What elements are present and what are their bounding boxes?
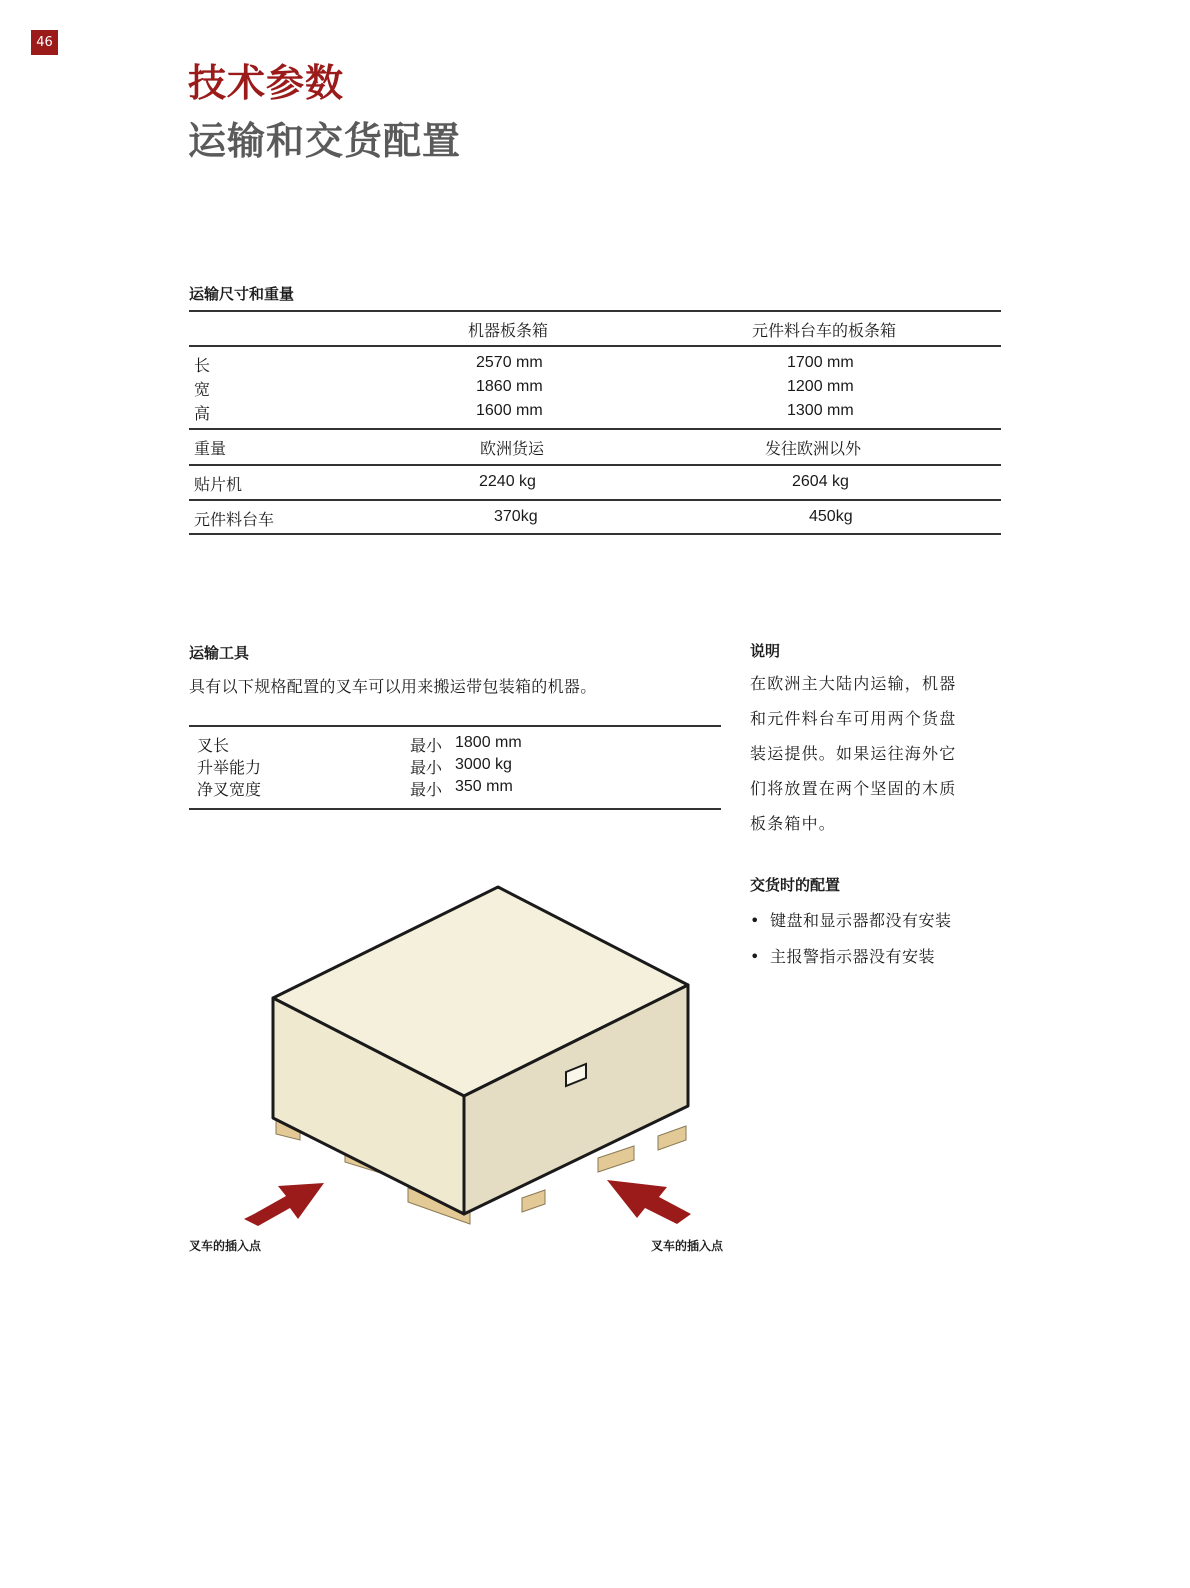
spec-label-fork-width: 净叉宽度	[197, 780, 262, 799]
weight-machine-non-eu: 2604 kg	[792, 473, 849, 490]
page-number: 46	[31, 30, 58, 55]
row-label-width: 宽	[194, 380, 211, 399]
spec-label-fork-length: 叉长	[197, 736, 230, 755]
length-machine: 2570 mm	[476, 354, 543, 371]
height-feeder: 1300 mm	[787, 402, 854, 419]
weight-col-eu: 欧洲货运	[480, 439, 545, 458]
notes-line: 板条箱中。	[750, 814, 837, 833]
caption-left: 叉车的插入点	[189, 1239, 262, 1253]
page-subtitle: 运输和交货配置	[188, 118, 462, 163]
delivery-heading: 交货时的配置	[750, 876, 841, 894]
notes-heading: 说明	[750, 642, 781, 660]
notes-body	[750, 666, 990, 841]
notes-line: 装运提供。如果运往海外它	[750, 744, 957, 763]
table-bottom-rule	[189, 533, 1001, 535]
delivery-item	[750, 908, 952, 931]
weight-row-label: 元件料台车	[194, 510, 275, 529]
caption-right: 叉车的插入点	[651, 1239, 724, 1253]
notes-line: 在欧洲主大陆内运输，机器	[750, 674, 957, 693]
bullet-icon: •	[750, 911, 760, 930]
table-rule	[189, 464, 1001, 466]
spec-min: 最小	[410, 780, 443, 799]
forklift-arrow-left-icon	[244, 1183, 326, 1227]
spec-label-lift-capacity: 升举能力	[197, 758, 262, 777]
crate-illustration	[240, 880, 720, 1225]
notes-line: 们将放置在两个坚固的木质	[750, 779, 957, 798]
spec-top-rule	[189, 725, 721, 727]
forklift-arrow-right-icon	[607, 1180, 691, 1224]
weight-row-label: 贴片机	[194, 475, 243, 494]
table-rule	[189, 428, 1001, 430]
table-header-rule	[189, 345, 1001, 347]
col-header-feeder: 元件料台车的板条箱	[752, 321, 897, 340]
length-feeder: 1700 mm	[787, 354, 854, 371]
spec-value-lift-capacity: 3000 kg	[455, 756, 512, 773]
transport-intro: 具有以下规格配置的叉车可以用来搬运带包装箱的机器。	[189, 677, 597, 696]
width-machine: 1860 mm	[476, 378, 543, 395]
transport-heading: 运输工具	[189, 644, 250, 662]
row-label-length: 长	[194, 356, 211, 375]
weight-machine-eu: 2240 kg	[479, 473, 536, 490]
delivery-item-text: 键盘和显示器都没有安装	[770, 911, 952, 930]
page-title: 技术参数	[188, 60, 345, 105]
spec-value-fork-width: 350 mm	[455, 778, 513, 795]
row-label-height: 高	[194, 404, 211, 423]
weight-feeder-eu: 370kg	[494, 508, 538, 525]
delivery-item-text: 主报警指示器没有安装	[770, 947, 936, 966]
weight-col-non-eu: 发往欧洲以外	[765, 439, 862, 458]
dimensions-heading: 运输尺寸和重量	[189, 285, 295, 303]
delivery-item	[750, 944, 935, 967]
spec-value-fork-length: 1800 mm	[455, 734, 522, 751]
width-feeder: 1200 mm	[787, 378, 854, 395]
spec-bottom-rule	[189, 808, 721, 810]
notes-line: 和元件料台车可用两个货盘	[750, 709, 957, 728]
table-rule	[189, 499, 1001, 501]
spec-min: 最小	[410, 736, 443, 755]
table-top-rule	[189, 310, 1001, 312]
col-header-machine: 机器板条箱	[468, 321, 549, 340]
bullet-icon: •	[750, 947, 760, 966]
spec-min: 最小	[410, 758, 443, 777]
weight-label: 重量	[194, 439, 227, 458]
weight-feeder-non-eu: 450kg	[809, 508, 853, 525]
height-machine: 1600 mm	[476, 402, 543, 419]
